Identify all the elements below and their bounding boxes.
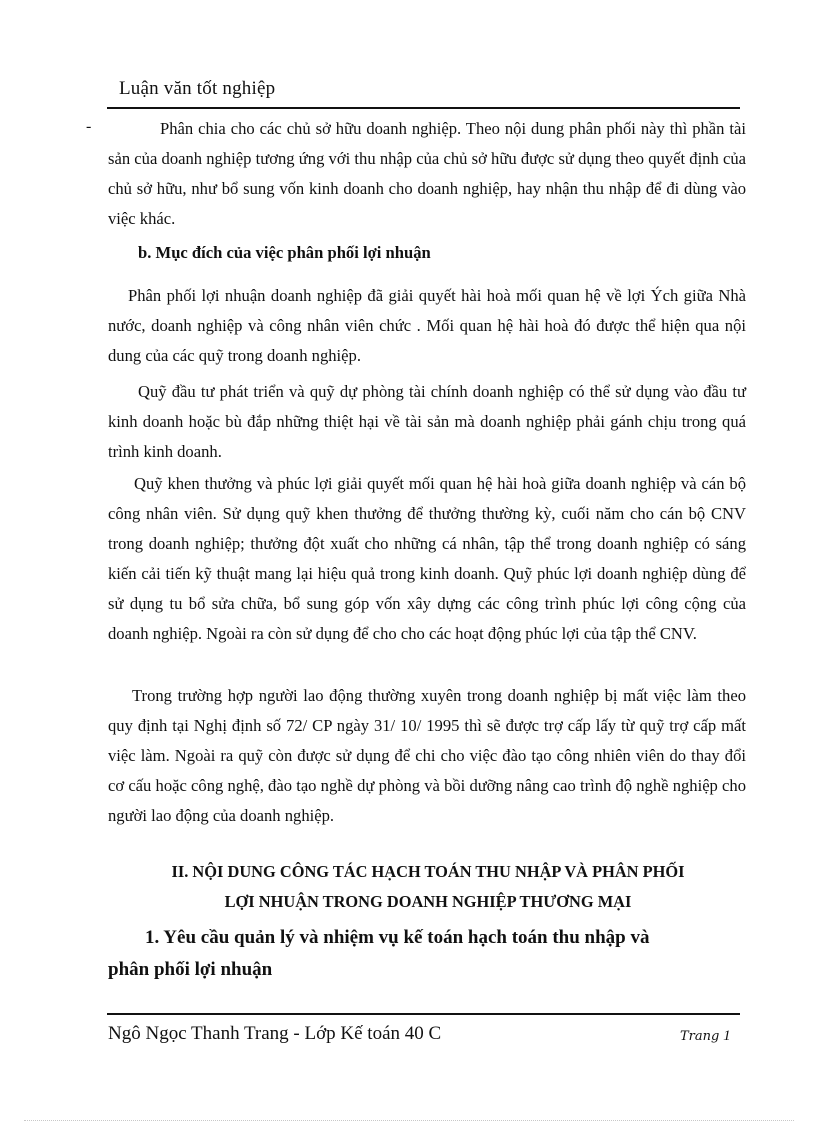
footer-author: Ngô Ngọc Thanh Trang - Lớp Kế toán 40 C [108, 1023, 442, 1044]
document-header-title: Luận văn tốt nghiệp [119, 78, 276, 99]
page-word: Trang [680, 1029, 720, 1044]
footer-page-label [680, 1028, 731, 1045]
paragraph-ownership-distribution: Phân chia cho các chủ sở hữu doanh nghiệp. Theo nội dung phân phối này thì phần tài sản của doanh nghiệp tương ứng với thu nhập của chủ sở hữu được sử dụng theo quyết định của chủ sở hữu, như bổ sung vốn kinh doanh cho doanh nghiệp, hay nhận thu nhập để đi dùng vào việc khác. [108, 119, 746, 228]
heading-1-line2: phân phối lợi nhuận [108, 959, 273, 980]
bullet-dash: - [86, 118, 92, 135]
heading-1-line1: 1. Yêu cầu quản lý và nhiệm vụ kế toán hạch toán thu nhập và [145, 927, 650, 948]
paragraph-reward-welfare-fund: Quỹ khen thưởng và phúc lợi giải quyết mối quan hệ hài hoà giữa doanh nghiệp và cán bộ công nhân viên. Sử dụng quỹ khen thưởng để thưởng thường kỳ, cuối năm cho cán bộ CNV trong doanh nghiệp; thưởng đột xuất cho những cá nhân, tập thể trong doanh nghiệp có sáng kiến cải tiến kỹ thuật mang lại hiệu quả trong kinh doanh. Quỹ phúc lợi doanh nghiệp dùng để sử dụng tu bổ sửa chữa, bổ sung góp vốn xây dựng các công trình phúc lợi công cộng của doanh nghiệp. Ngoài ra còn sử dụng để cho cho các hoạt động phúc lợi của tập thể CNV. [108, 474, 746, 643]
subheading-purpose: b. Mục đích của việc phân phối lợi nhuận [138, 243, 431, 262]
page-number: 1 [723, 1028, 731, 1044]
footer-rule [107, 1013, 740, 1015]
paragraph-profit-distribution: Phân phối lợi nhuận doanh nghiệp đã giải quyết hài hoà mối quan hệ về lợi Ých giữa Nhà nước, doanh nghiệp và công nhân viên chức . Mối quan hệ hài hoà đó được thể hiện qua nội dung của các quỹ trong doanh nghiệp. [108, 286, 746, 365]
header-rule [107, 107, 740, 109]
section-heading-line1: II. NỘI DUNG CÔNG TÁC HẠCH TOÁN THU NHẬP VÀ PHÂN PHỐI [171, 862, 685, 881]
section-heading-line2: LỢI NHUẬN TRONG DOANH NGHIỆP THƯƠNG MẠI [224, 892, 632, 911]
page-bottom-divider [24, 1120, 794, 1121]
paragraph-investment-fund: Quỹ đầu tư phát triển và quỹ dự phòng tài chính doanh nghiệp có thể sử dụng vào đầu tư kinh doanh hoặc bù đắp những thiệt hại về tài sản mà doanh nghiệp phải gánh chịu trong quá trình kinh doanh. [108, 382, 746, 461]
paragraph-job-loss-fund: Trong trường hợp người lao động thường xuyên trong doanh nghiệp bị mất việc làm theo quy định tại Nghị định số 72/ CP ngày 31/ 10/ 1995 thì sẽ được trợ cấp lấy từ quỹ trợ cấp mất việc làm. Ngoài ra quỹ còn được sử dụng để chi cho việc đào tạo công nhiên viên do thay đổi cơ cấu hoặc công nghệ, đào tạo nghề dự phòng và bồi dưỡng nâng cao trình độ nghề nghiệp cho người lao động của doanh nghiệp. [108, 686, 746, 825]
